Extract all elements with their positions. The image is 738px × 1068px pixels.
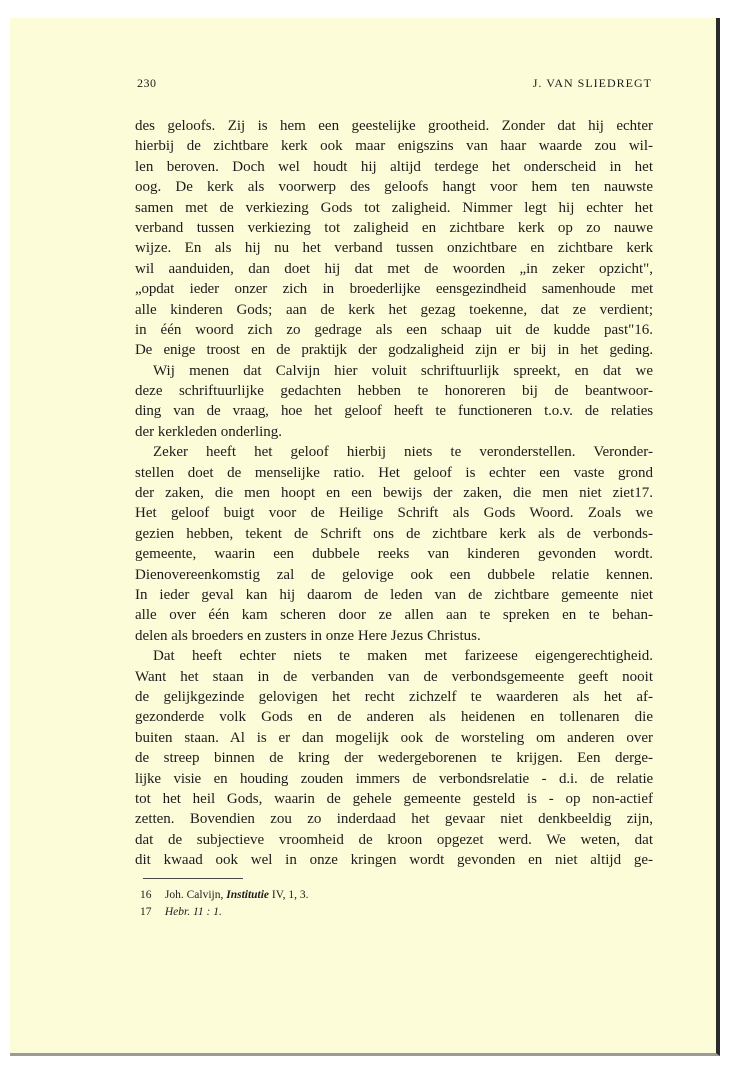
page-header <box>137 76 652 94</box>
text-line: len beroven. Doch wel houdt hij altijd terdege het onderscheid in het <box>135 158 653 175</box>
text-line: Zeker heeft het geloof hierbij niets te veronderstellen. Veronder- <box>153 444 653 461</box>
text-line: Het geloof buigt voor de Heilige Schrift als Gods Woord. Zoals we <box>135 505 653 522</box>
text-line: gezonderde volk Gods en de anderen als heidenen en tollenaren die <box>135 709 653 726</box>
text-line: deze schriftuurlijke gedachten hebben te honoreren bij de beantwoor- <box>135 383 653 400</box>
text-line: ding van de vraag, hoe het geloof heeft te functioneren t.o.v. de relaties <box>135 403 653 420</box>
text-line: gemeente, waarin een dubbele reeks van kinderen gevonden wordt. <box>135 546 653 563</box>
text-line: samen met de verkiezing Gods tot zaligheid. Nimmer legt hij echter het <box>135 199 653 216</box>
text-line: stellen doet de menselijke ratio. Het geloof is echter een vaste grond <box>135 464 653 481</box>
text-line: dit kwaad ook wel in onze kringen wordt gevonden en niet altijd ge- <box>135 852 653 869</box>
footnote-work: Hebr. 11 : 1. <box>164 906 222 918</box>
text-line: Wij menen dat Calvijn hier voluit schriftuurlijk spreekt, en dat we <box>153 362 653 379</box>
body-text <box>135 116 653 870</box>
footnote-rule <box>143 878 243 879</box>
text-line: wijze. En als hij nu het verband tussen onzichtbare en zichtbare kerk <box>135 240 653 257</box>
footnote <box>140 887 540 904</box>
footnote-work: Institutie <box>226 889 270 901</box>
text-line: oog. De kerk als voorwerp des geloofs hangt voor hem ten nauwste <box>135 179 653 196</box>
text-line: de gelijkgezinde gelovigen het recht zichzelf te waarderen als het af- <box>135 688 653 705</box>
text-line: Want het staan in de verbanden van de verbondsgemeente geeft nooit <box>135 668 653 685</box>
text-line: buiten staan. Al is er dan mogelijk ook de worsteling om anderen over <box>135 729 653 746</box>
text-line: „opdat ieder onzer zich in broederlijke eensgezindheid samenhoude met <box>135 281 653 298</box>
footnotes <box>140 887 540 921</box>
text-line: delen als broeders en zusters in onze Here Jezus Christus. <box>135 627 481 644</box>
text-line: dat de subjectieve vroomheid de kroon opgezet werd. We weten, dat <box>135 831 653 848</box>
text-line: Dienovereenkomstig zal de gelovige ook een dubbele relatie kennen. <box>135 566 653 583</box>
text-line: In ieder geval kan hij daarom de leden van de zichtbare gemeente niet <box>135 586 653 603</box>
footnote-reference: IV, 1, 3. <box>271 889 309 901</box>
footnote-number: 16 <box>140 889 152 901</box>
footnote-author: Joh. Calvijn, <box>164 889 224 901</box>
page-number: 230 <box>137 76 157 90</box>
text-line: De enige troost en de praktijk der godzaligheid zijn er bij in het geding. <box>135 342 653 359</box>
running-head: J. VAN SLIEDREGT <box>532 76 652 90</box>
text-line: der kerkleden onderling. <box>135 423 283 440</box>
text-line: verband tussen verkiezing tot zaligheid en zichtbare kerk op zo nauwe <box>135 219 653 236</box>
text-line: tot het heil Gods, waarin de gehele gemeente gesteld is - op non-actief <box>135 790 653 807</box>
text-line: alle over één kam scheren door ze allen aan te spreken en te behan- <box>135 607 653 624</box>
text-line: gezien hebben, tekent de Schrift ons de zichtbare kerk als de verbonds- <box>135 525 653 542</box>
text-line: in één woord zich zo gedrage als een schaap uit de kudde past"16. <box>135 321 653 338</box>
text-line: alle kinderen Gods; aan de kerk het gezag toekenne, dat ze verdient; <box>135 301 653 318</box>
text-line: der zaken, die men hoopt en een bewijs der zaken, die men niet ziet17. <box>135 485 653 502</box>
footnote-number: 17 <box>140 906 152 918</box>
text-line: Dat heeft echter niets te maken met farizeese eigengerechtigheid. <box>153 648 653 665</box>
footnote <box>140 904 540 921</box>
text-line: lijke visie en houding zouden immers de verbondsrelatie - d.i. de relatie <box>135 770 653 787</box>
text-line: de streep binnen de kring der wedergeborenen te krijgen. Een derge- <box>135 750 653 767</box>
text-line: zetten. Bovendien zou zo inderdaad het gevaar niet denkbeeldig zijn, <box>135 811 653 828</box>
text-line: hierbij de zichtbare kerk ook maar enigszins van haar waarde zou wil- <box>135 138 653 155</box>
text-line: des geloofs. Zij is hem een geestelijke grootheid. Zonder dat hij echter <box>135 118 653 134</box>
text-line: wil aanduiden, dan doet hij dat met de woorden „in zeker opzicht", <box>135 260 653 277</box>
